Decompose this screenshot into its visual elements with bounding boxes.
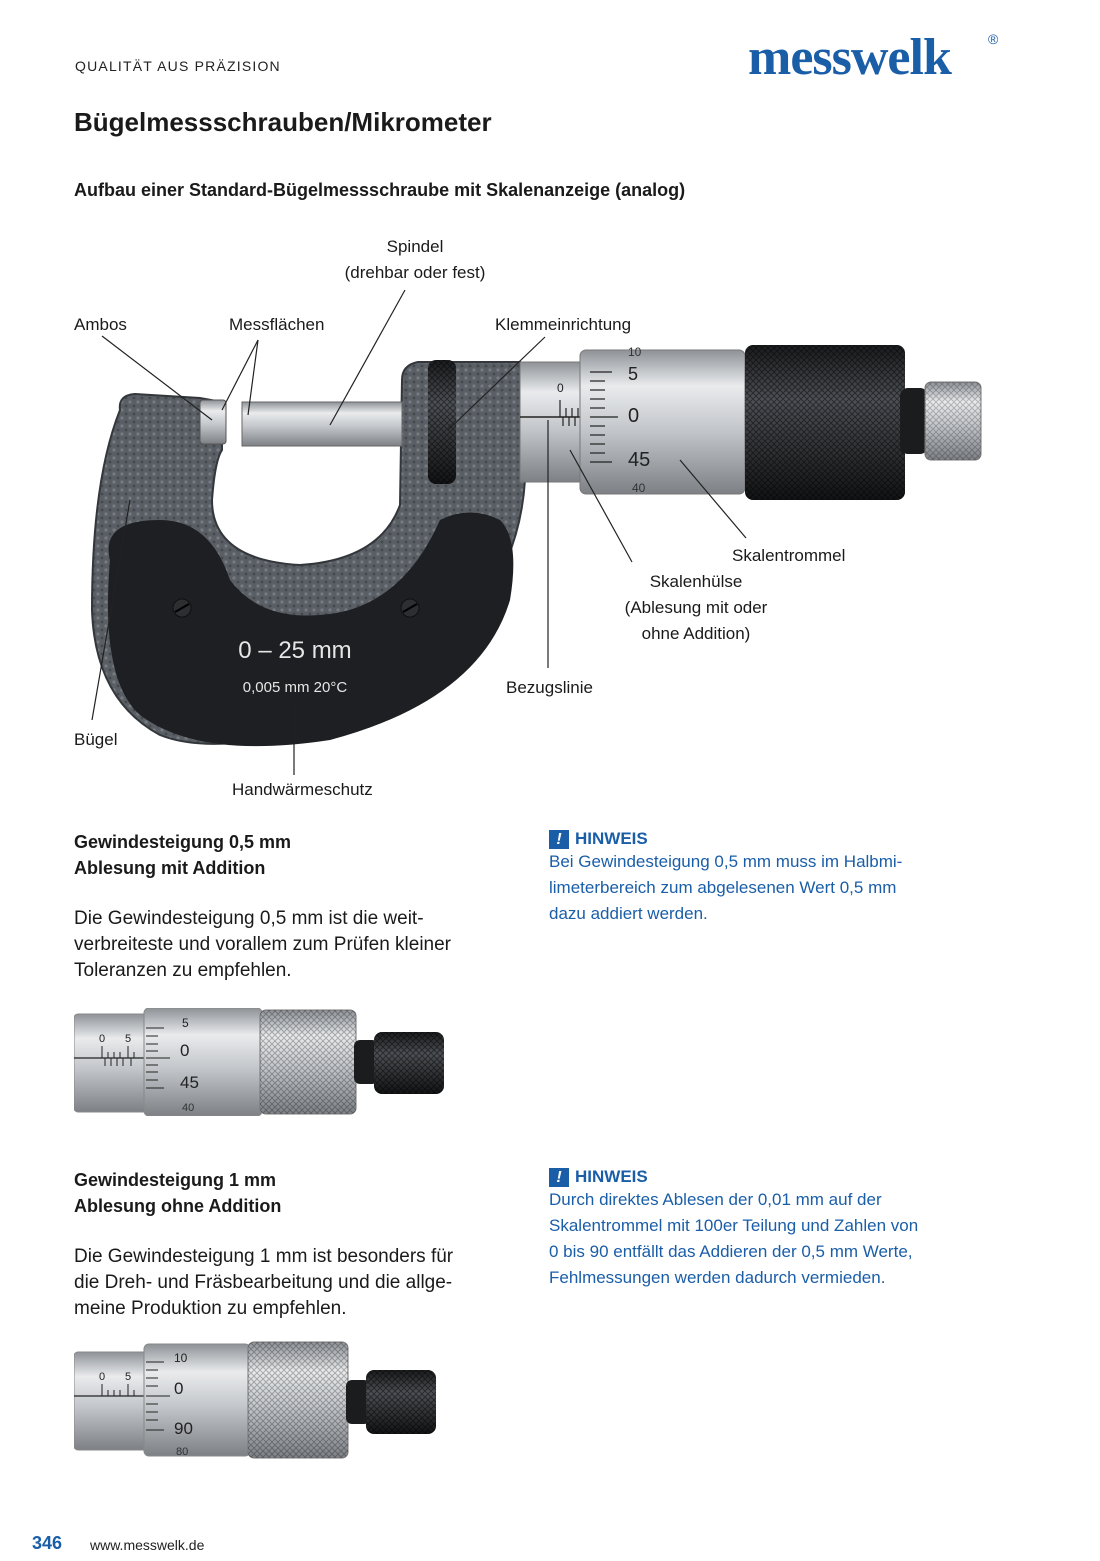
label-handwaermeschutz: Handwärmeschutz: [232, 780, 373, 799]
section1-hint-line1: Bei Gewindesteigung 0,5 mm muss im Halbmi-: [549, 852, 903, 871]
label-buegel: Bügel: [74, 730, 118, 749]
sleeve-number: 0: [99, 1033, 106, 1045]
section1-hint-line3: dazu addiert werden.: [549, 904, 708, 923]
section2-title-line2: Ablesung ohne Addition: [74, 1196, 282, 1216]
section2-hint-line1: Durch direktes Ablesen der 0,01 mm auf der: [549, 1190, 882, 1209]
section2-hint-heading: [549, 1167, 1009, 1187]
ratchet-collar: [900, 388, 928, 454]
section1-micrometer-image: [74, 1008, 454, 1116]
thimble-scale: [144, 1008, 262, 1116]
section2-hint-text: [549, 1187, 1009, 1291]
footer-url[interactable]: www.messwelk.de: [90, 1537, 205, 1553]
section1-title-line1: Gewindesteigung 0,5 mm: [74, 832, 292, 852]
label-spindel: [300, 234, 530, 286]
thimble-number: 5: [182, 1016, 189, 1030]
sleeve-number: 5: [125, 1033, 132, 1045]
label-klemmeinrichtung: Klemmeinrichtung: [495, 315, 632, 334]
exclamation-icon: !: [549, 830, 569, 849]
exclamation-icon: !: [549, 1168, 569, 1187]
leader-messflaechen: [222, 340, 258, 410]
page-number: 346: [32, 1533, 63, 1553]
brand-logo-text: messwelk: [748, 29, 951, 86]
page-subtitle: Aufbau einer Standard-Bügelmessschraube mit Skalenanzeige (analog): [74, 180, 686, 200]
thimble-number: 0: [628, 405, 640, 427]
thimble-number: 0: [174, 1379, 184, 1398]
section1-hint: [549, 829, 999, 927]
spindle: [242, 402, 402, 446]
ratchet-knob-knurl: [925, 382, 981, 460]
section1-title-line2: Ablesung mit Addition: [74, 858, 266, 878]
thimble-scale: [144, 1344, 250, 1456]
section2-body-line3: meine Produktion zu empfehlen.: [74, 1298, 347, 1319]
sleeve-number: 0: [99, 1371, 106, 1383]
section1-body: [74, 906, 514, 984]
thimble-number: 5: [628, 364, 639, 384]
section2-title: [74, 1167, 281, 1219]
label-ambos: Ambos: [74, 315, 127, 334]
thimble-number: 90: [174, 1419, 193, 1438]
section2-title-line1: Gewindesteigung 1 mm: [74, 1170, 277, 1190]
section2-body-line2: die Dreh- und Fräsbearbeitung und die allge-: [74, 1272, 453, 1293]
thimble-number: 10: [174, 1351, 188, 1365]
label-spindel-line1: Spindel: [386, 237, 444, 256]
thimble-drum-knurl: [248, 1342, 348, 1458]
sleeve: [74, 1014, 154, 1112]
thimble-number: 40: [632, 481, 646, 495]
sleeve-number: 0: [557, 381, 564, 395]
section2-hint-line3: 0 bis 90 entfällt das Addieren der 0,5 mm Werte,: [549, 1242, 913, 1261]
section1-body-line2: verbreiteste und vorallem zum Prüfen kleiner: [74, 934, 452, 955]
label-skalenhuelse-line2: (Ablesung mit oder: [624, 598, 768, 617]
section1-hint-heading: [549, 829, 999, 849]
thimble-drum-knurl: [745, 345, 905, 500]
label-bezugslinie: Bezugslinie: [506, 678, 593, 697]
section1-hint-text: [549, 849, 999, 927]
brand-registered-mark: ®: [988, 31, 999, 47]
section2-hint-line2: Skalentrommel mit 100er Teilung und Zahlen von: [549, 1216, 919, 1235]
heat-shield: [108, 513, 513, 747]
sleeve: [74, 1352, 154, 1450]
label-messflaechen: Messflächen: [229, 315, 325, 334]
lock-ring-knurl: [428, 360, 456, 484]
thimble-number: 45: [180, 1073, 199, 1092]
section2-body: [74, 1244, 514, 1322]
section2-hint: [549, 1167, 1009, 1291]
section2-body-line1: Die Gewindesteigung 1 mm ist besonders für: [74, 1246, 454, 1267]
section1-title: [74, 829, 291, 881]
label-spindel-line2: (drehbar oder fest): [344, 263, 486, 282]
page-title: Bügelmessschrauben/Mikrometer: [74, 107, 492, 137]
label-skalentrommel: Skalentrommel: [732, 546, 846, 565]
thimble-number: 40: [182, 1102, 195, 1114]
section1-body-line1: Die Gewindesteigung 0,5 mm ist die weit-: [74, 908, 424, 929]
frame-spec-text: 0,005 mm 20°C: [242, 679, 348, 696]
label-skalenhuelse-line1: Skalenhülse: [649, 572, 743, 591]
section2-hint-line4: Fehlmessungen werden dadurch vermieden.: [549, 1268, 886, 1287]
section2-hint-label: HINWEIS: [575, 1167, 648, 1186]
header-tagline: QUALITÄT AUS PRÄZISION: [75, 58, 281, 74]
sleeve-number: 5: [125, 1371, 132, 1383]
micrometer-diagram: [0, 220, 1100, 810]
section1-body-line3: Toleranzen zu empfehlen.: [74, 960, 292, 981]
ratchet-knob-knurl: [374, 1032, 444, 1094]
anvil: [200, 400, 226, 444]
thimble-number: 0: [180, 1041, 190, 1060]
brand-logo: [748, 26, 1008, 86]
thimble-number: 45: [628, 449, 651, 471]
thimble-number: 10: [628, 345, 642, 359]
section1-hint-line2: limeterbereich zum abgelesenen Wert 0,5 mm: [549, 878, 897, 897]
thimble-number: 80: [176, 1446, 189, 1458]
frame-range-text: 0 – 25 mm: [238, 637, 352, 664]
label-skalenhuelse: [596, 569, 796, 647]
label-skalenhuelse-line3: ohne Addition): [641, 624, 751, 643]
section2-micrometer-image: [74, 1340, 454, 1460]
section1-hint-label: HINWEIS: [575, 829, 648, 848]
thimble-drum-knurl: [260, 1010, 356, 1114]
ratchet-knob-knurl: [366, 1370, 436, 1434]
